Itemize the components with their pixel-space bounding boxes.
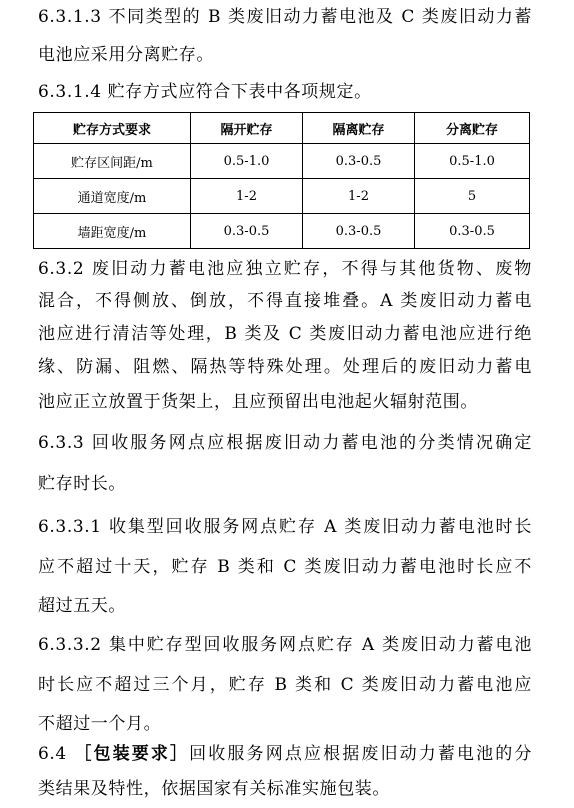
table-cell: 0.3-0.5 bbox=[303, 214, 415, 249]
table-header-cell: 分离贮存 bbox=[415, 113, 530, 144]
table-cell: 0.5-1.0 bbox=[191, 144, 303, 179]
table-row bbox=[34, 179, 530, 214]
paragraph-6-3-3-2-line-1: 6.3.3.2 集中贮存型回收服务网点贮存 A 类废旧动力蓄电池 bbox=[38, 635, 532, 655]
table-cell: 墙距宽度/m bbox=[34, 214, 191, 249]
table-row bbox=[34, 214, 530, 249]
table-cell: 1-2 bbox=[303, 179, 415, 214]
paragraph-6-3-3-2-line-3: 不超过一个月。 bbox=[38, 714, 162, 734]
table-cell: 贮存区间距/m bbox=[34, 144, 191, 179]
table-cell: 0.3-0.5 bbox=[191, 214, 303, 249]
storage-requirements-table bbox=[33, 112, 530, 249]
table-header-cell: 隔离贮存 bbox=[303, 113, 415, 144]
paragraph-6-3-3-line-2: 贮存时长。 bbox=[38, 474, 126, 494]
section-number: 6.4 bbox=[38, 744, 67, 764]
table-row bbox=[34, 144, 530, 179]
paragraph-6-4-line-1 bbox=[38, 743, 532, 765]
paragraph-6-3-3-1-line-3: 超过五天。 bbox=[38, 596, 126, 616]
table-cell: 0.5-1.0 bbox=[415, 144, 530, 179]
table-cell: 通道宽度/m bbox=[34, 179, 191, 214]
table-cell: 5 bbox=[415, 179, 530, 214]
paragraph-6-3-2-line-5: 池应正立放置于货架上，且应预留出电池起火辐射范围。 bbox=[38, 392, 478, 412]
paragraph-6-3-1-4-line-1: 6.3.1.4 贮存方式应符合下表中各项规定。 bbox=[38, 82, 372, 102]
table-cell: 0.3-0.5 bbox=[303, 144, 415, 179]
section-heading-packaging: ［包装要求］ bbox=[74, 744, 190, 764]
paragraph-6-4-line-2: 类结果及特性，依据国家有关标准实施包装。 bbox=[38, 779, 390, 799]
paragraph-6-3-3-2-line-2: 时长应不超过三个月，贮存 B 类和 C 类废旧动力蓄电池应 bbox=[38, 675, 532, 695]
paragraph-6-3-2-line-3: 池应进行清洁等处理，B 类及 C 类废旧动力蓄电池应进行绝 bbox=[38, 324, 532, 344]
table-header-row bbox=[34, 113, 530, 144]
paragraph-6-3-3-1-line-1: 6.3.3.1 收集型回收服务网点贮存 A 类废旧动力蓄电池时长 bbox=[38, 517, 532, 537]
paragraph-6-3-2-line-2: 混合，不得侧放、倒放，不得直接堆叠。A 类废旧动力蓄电 bbox=[38, 291, 532, 311]
paragraph-6-3-1-3-line-2: 电池应采用分离贮存。 bbox=[38, 45, 214, 65]
paragraph-6-3-3-1-line-2: 应不超过十天，贮存 B 类和 C 类废旧动力蓄电池时长应不 bbox=[38, 557, 532, 577]
table-header-cell: 隔开贮存 bbox=[191, 113, 303, 144]
paragraph-6-3-2-line-1: 6.3.2 废旧动力蓄电池应独立贮存，不得与其他货物、废物 bbox=[38, 259, 532, 279]
paragraph-6-3-2-line-4: 缘、防漏、阻燃、隔热等特殊处理。处理后的废旧动力蓄电 bbox=[38, 357, 532, 377]
table-cell: 1-2 bbox=[191, 179, 303, 214]
paragraph-6-3-1-3-line-1: 6.3.1.3 不同类型的 B 类废旧动力蓄电池及 C 类废旧动力蓄 bbox=[38, 7, 532, 27]
paragraph-6-3-3-line-1: 6.3.3 回收服务网点应根据废旧动力蓄电池的分类情况确定 bbox=[38, 433, 532, 453]
table-header-cell: 贮存方式要求 bbox=[34, 113, 191, 144]
table-cell: 0.3-0.5 bbox=[415, 214, 530, 249]
paragraph-6-4-line-1-text: 回收服务网点应根据废旧动力蓄电池的分 bbox=[189, 744, 532, 764]
